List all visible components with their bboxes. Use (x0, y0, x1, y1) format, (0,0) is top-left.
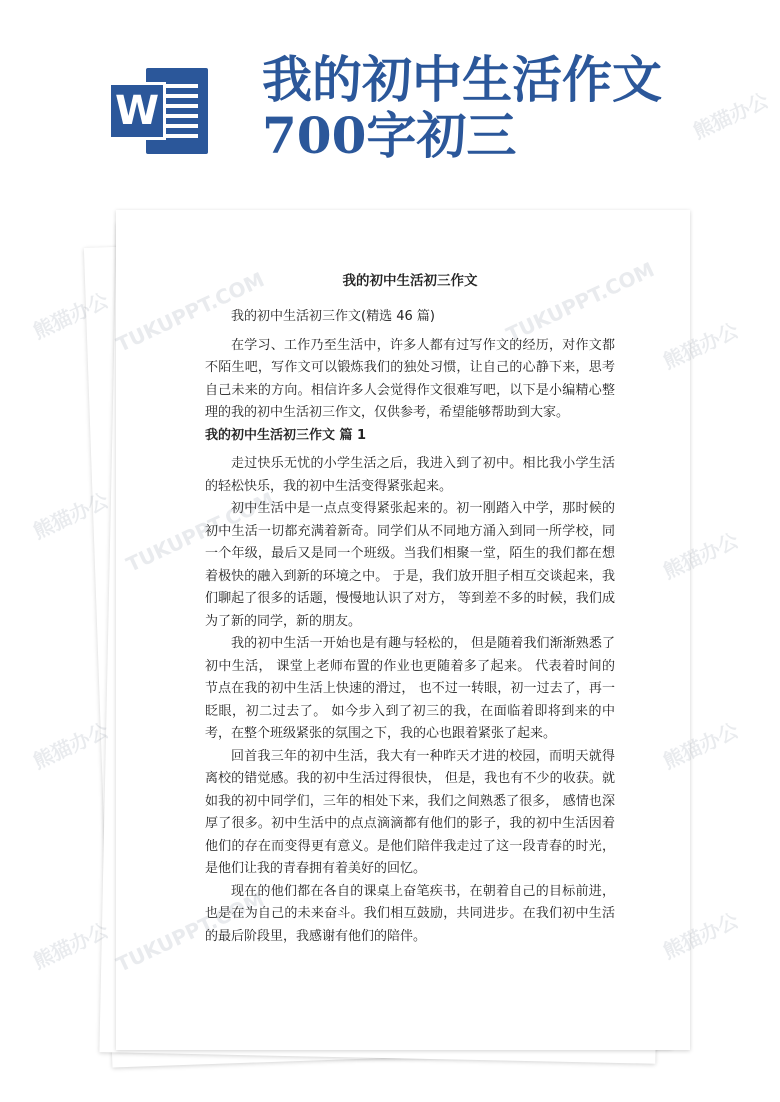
body-paragraph: 我的初中生活一开始也是有趣与轻松的， 但是随着我们渐渐熟悉了初中生活， 课堂上老师布置的作业也更随着多了起来。 代表着时间的节点在我的初中生活上快速的滑过， 也不过一转眼，初一过去了，再一眨眼，初二过去了。 如今步入到了初三的我，在面临着即将到来的中考，在整个班级紧张的氛围之下，我的心也跟着紧张了起来。 (205, 636, 615, 741)
watermark: 熊猫办公 (689, 88, 772, 144)
watermark: 熊猫办公 (29, 718, 112, 774)
watermark: 熊猫办公 (659, 718, 742, 774)
document-title: 我的初中生活初三作文 (342, 273, 478, 289)
banner-title (262, 52, 762, 164)
body-paragraph: 回首我三年的初中生活，我大有一种昨天才进的校园，而明天就得离校的错觉感。我的初中生活过得很快， 但是，我也有不少的收获。就如我的初中同学们，三年的相处下来，我们之间熟悉了很多， 感情也深厚了很多。初中生活中的点点滴滴都有他们的影子，我的初中生活因着他们的存在而变得更有意义。是他们陪伴我走过了这一段青春的时光，是他们让我的青春拥有着美好的回忆。 (205, 748, 615, 876)
body-paragraph: 初中生活中是一点点变得紧张起来的。初一刚踏入中学，那时候的初中生活一切都充满着新奇。同学们从不同地方涌入到同一所学校，同一个年级，最后又是同一个班级。当我们相聚一堂，陌生的我们都在想着极快的融入到新的环境之中。 于是，我们放开胆子相互交谈起来，我们聊起了很多的话题，慢慢地认识了对方， 等到差不多的时候，我们成为了新的同学，新的朋友。 (205, 501, 615, 629)
watermark: 熊猫办公 (29, 918, 112, 974)
banner-title-line2: 700字初三 (262, 106, 517, 165)
watermark: 熊猫办公 (29, 488, 112, 544)
body-paragraph: 走过快乐无忧的小学生活之后，我进入到了初中。相比我小学生活的轻松快乐，我的初中生活变得紧张起来。 (205, 456, 615, 494)
body-paragraph: 现在的他们都在各自的课桌上奋笔疾书，在朝着自己的目标前进，也是在为自己的未来奋斗。我们相互鼓励，共同进步。在我们初中生活的最后阶段里，我感谢有他们的陪伴。 (205, 883, 615, 944)
word-document-icon (108, 68, 208, 154)
section-heading: 我的初中生活初三作文 篇 1 (205, 427, 367, 443)
watermark: 熊猫办公 (659, 528, 742, 584)
banner-title-line1: 我的初中生活作文 (262, 50, 662, 109)
document-subtitle: 我的初中生活初三作文(精选 46 篇) (231, 309, 435, 324)
intro-paragraph: 在学习、工作乃至生活中，许多人都有过写作文的经历，对作文都不陌生吧，写作文可以锻炼我们的独处习惯，让自己的心静下来，思考自己未来的方向。相信许多人会觉得作文很难写吧，以下是小编精心整理的我的初中生活初三作文，仅供参考，希望能够帮助到大家。 (205, 337, 615, 420)
watermark: 熊猫办公 (659, 318, 742, 374)
word-icon-letter: W (108, 82, 166, 140)
watermark: 熊猫办公 (659, 908, 742, 964)
document-body (205, 270, 615, 948)
banner-header (0, 0, 780, 200)
watermark: 熊猫办公 (29, 288, 112, 344)
